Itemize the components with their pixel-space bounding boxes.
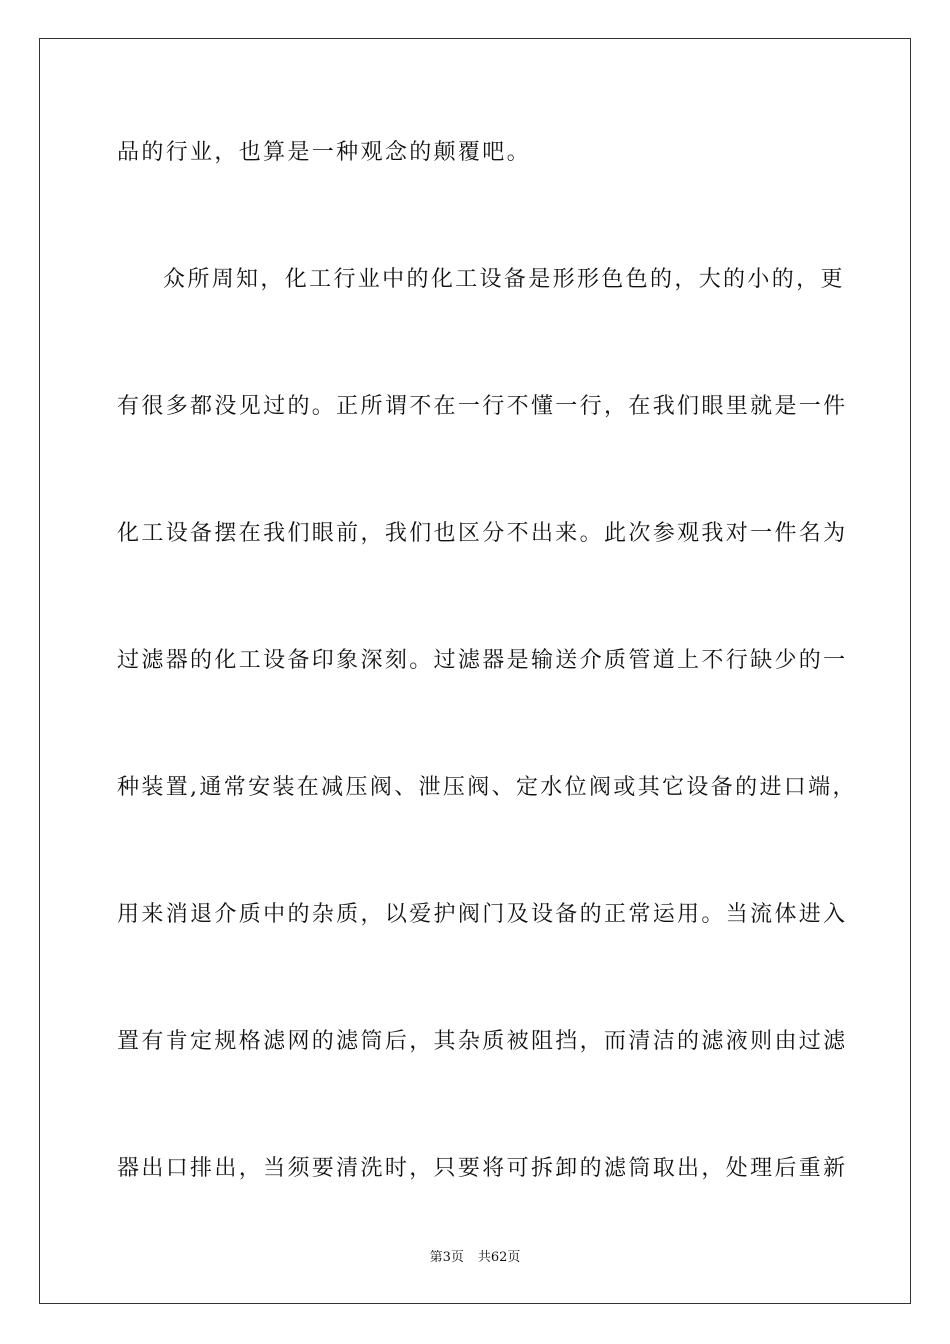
paragraph-line-5: 过滤器的化工设备印象深刻。过滤器是输送介质管道上不行缺少的一 [117,648,848,673]
paragraph-line-4: 化工设备摆在我们眼前，我们也区分不出来。此次参观我对一件名为 [117,521,848,546]
paragraph-line-9: 器出口排出，当须要清洗时，只要将可拆卸的滤筒取出，处理后重新 [117,1156,848,1181]
paragraph-line-7: 用来消退介质中的杂质，以爱护阀门及设备的正常运用。当流体进入 [117,902,848,927]
page-footer [0,1246,950,1265]
paragraph-line-2: 众所周知，化工行业中的化工设备是形形色色的，大的小的，更 [163,267,845,292]
paragraph-line-6: 种装置,通常安装在减压阀、泄压阀、定水位阀或其它设备的进口端， [117,775,857,800]
page-number: 第3页 [429,1250,464,1265]
paragraph-line-8: 置有肯定规格滤网的滤筒后，其杂质被阻挡，而清洁的滤液则由过滤 [117,1029,848,1054]
paragraph-line-1: 品的行业，也算是一种观念的颠覆吧。 [117,140,531,165]
body-text [117,123,857,1266]
paragraph-line-3: 有很多都没见过的。正所谓不在一行不懂一行，在我们眼里就是一件 [117,394,848,419]
total-pages: 共62页 [477,1250,521,1265]
